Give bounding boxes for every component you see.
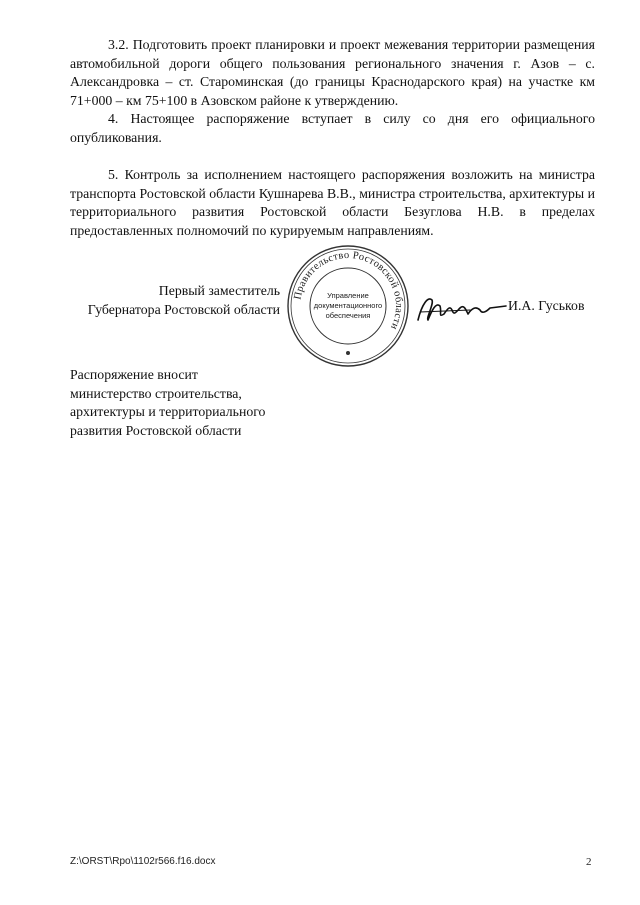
- signatory-title-line2: Губернатора Ростовской области: [87, 301, 280, 317]
- submitted-by-line1: Распоряжение вносит: [70, 367, 198, 382]
- official-stamp: [286, 244, 410, 368]
- signatory-title-line1: Первый заместитель: [158, 283, 280, 298]
- submitted-by-block: [70, 366, 330, 440]
- submitted-by-line4: развития Ростовской области: [70, 422, 242, 438]
- paragraph-5: 5. Контроль за исполнением настоящего распоряжения возложить на министра транспорта Ростовской области Кушнарева В.В., министра строительства, архитектуры и территориального развития Ростовской области Безуглова Н.В. в пределах предоставленных полномочий по курируемым направлениям.: [70, 167, 595, 238]
- signatory-name: И.А. Гуськов: [508, 298, 585, 313]
- stamp-dot: [346, 351, 350, 355]
- handwritten-signature: [410, 290, 510, 330]
- signatory-title: [70, 282, 280, 319]
- stamp-center-line1: Управление: [327, 291, 369, 300]
- stamp-center-line3: обеспечения: [325, 311, 371, 320]
- footer-file-path: Z:\ORST\Rpo\1102r566.f16.docx: [70, 856, 216, 867]
- stamp-ring-text: Правительство Ростовской области: [292, 249, 405, 332]
- page-number: 2: [586, 856, 592, 868]
- submitted-by-line3: архитектуры и территориального: [70, 404, 266, 420]
- submitted-by-line2: министерство строительства,: [70, 385, 242, 401]
- stamp-center-line2: документационного: [313, 301, 383, 310]
- paragraph-4: 4. Настоящее распоряжение вступает в силу со дня его официального опубликования.: [70, 111, 595, 145]
- paragraph-3-2: 3.2. Подготовить проект планировки и проект межевания территории размещения автомобильной дороги общего пользования регионального значения г. Азов – с. Александровка – ст. Староминская (до границы Краснодарского края) на участке км 71+000 – км 75+100 в Азовском районе к утверждению.: [70, 37, 595, 108]
